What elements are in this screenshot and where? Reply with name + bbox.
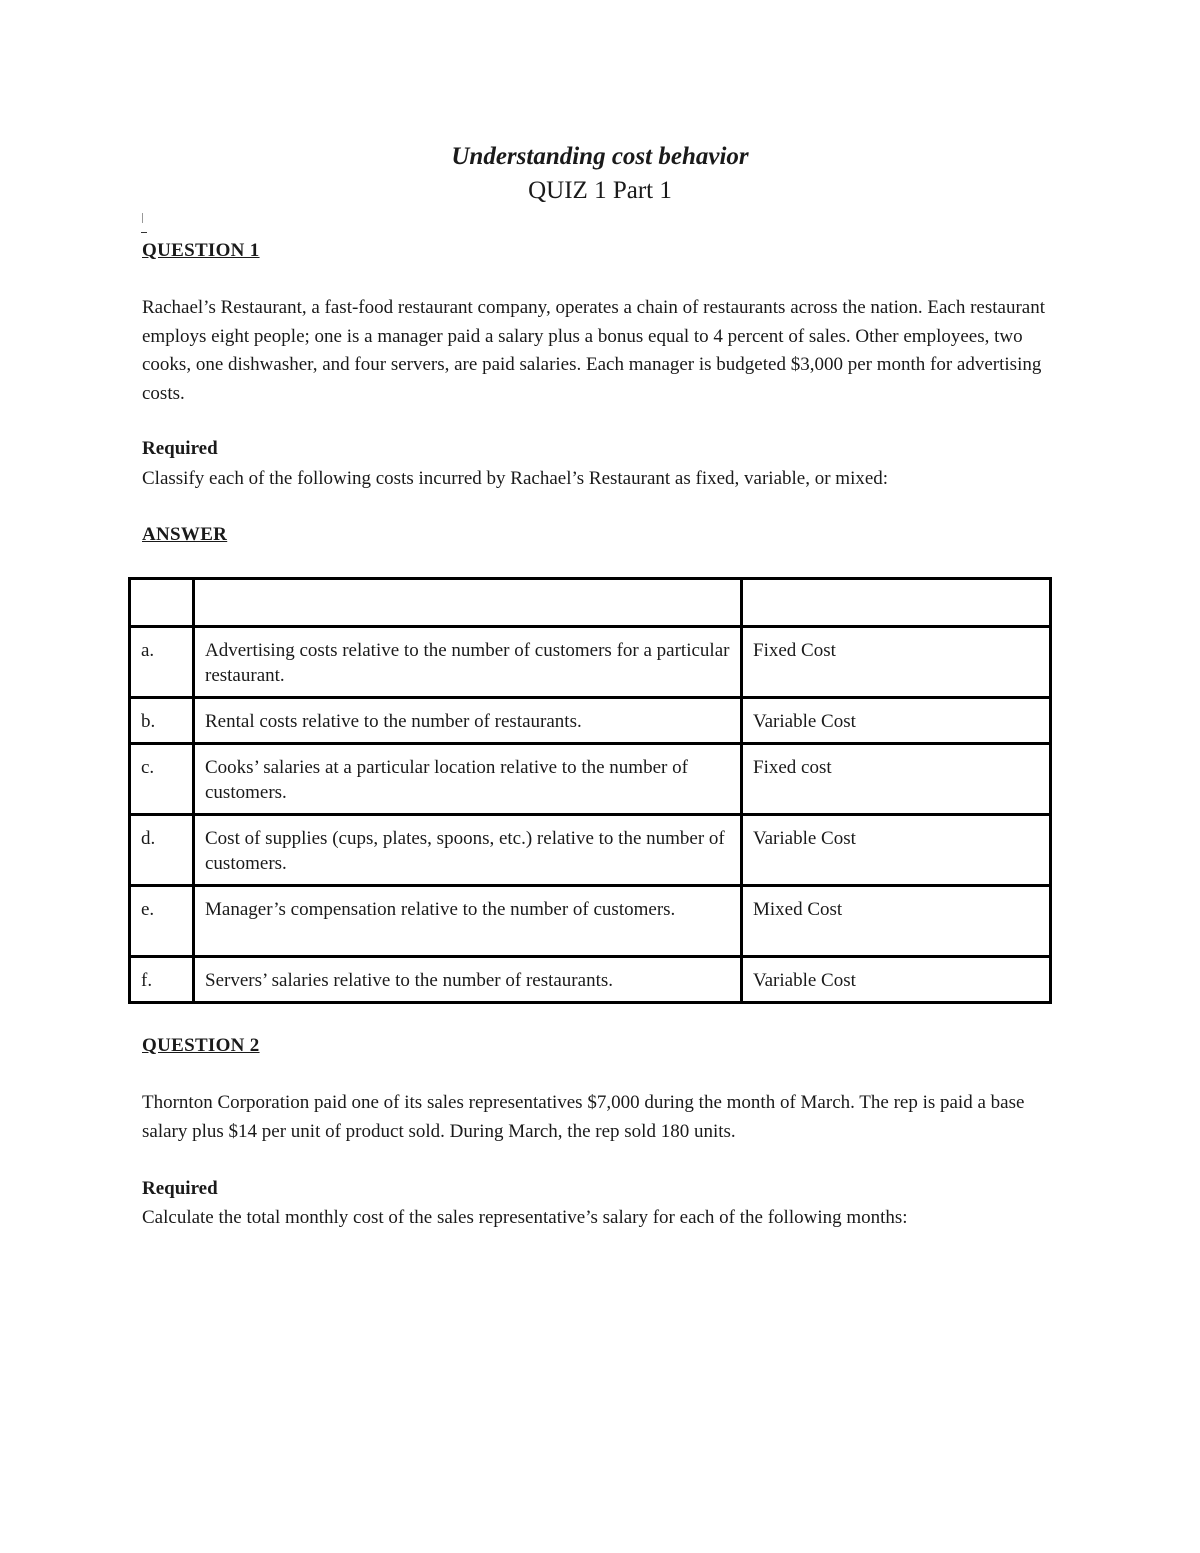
document-subtitle: QUIZ 1 Part 1 [528,177,672,204]
table-header-row [130,579,1051,627]
row-letter: c. [130,744,194,815]
table-row [130,627,1051,698]
row-letter: b. [130,698,194,744]
table-header-cell [194,579,742,627]
row-description: Cost of supplies (cups, plates, spoons, etc.) relative to the number of customers. [194,815,742,886]
table-row [130,886,1051,957]
answer-heading: ANSWER [142,524,228,545]
table-header-cell [130,579,194,627]
cursor-mark [141,213,147,233]
answer-table [128,577,1052,1004]
question-2-heading: QUESTION 2 [142,1035,260,1056]
question-2-body: Thornton Corporation paid one of its sales representatives $7,000 during the month of March. The rep is paid a base salary plus $14 per unit of product sold. During March, the rep sold 180 units. [142,1092,1025,1142]
row-classification: Variable Cost [742,698,1051,744]
document-title: Understanding cost behavior [451,143,749,170]
row-description: Cooks’ salaries at a particular location relative to the number of customers. [194,744,742,815]
row-classification: Fixed cost [742,744,1051,815]
row-description: Servers’ salaries relative to the number of restaurants. [194,957,742,1003]
question-2-required-label: Required [142,1178,218,1199]
row-letter: e. [130,886,194,957]
row-description: Manager’s compensation relative to the number of customers. [194,886,742,957]
question-2-required-text: Calculate the total monthly cost of the sales representative’s salary for each of the following months: [142,1207,908,1228]
row-classification: Variable Cost [742,815,1051,886]
row-classification: Fixed Cost [742,627,1051,698]
question-1-required-text: Classify each of the following costs incurred by Rachael’s Restaurant as fixed, variable, or mixed: [142,468,889,489]
row-letter: f. [130,957,194,1003]
row-letter: a. [130,627,194,698]
question-1-required-label: Required [142,438,218,459]
table-row [130,698,1051,744]
row-description: Rental costs relative to the number of restaurants. [194,698,742,744]
question-1-body: Rachael’s Restaurant, a fast-food restaurant company, operates a chain of restaurants across the nation. Each restaurant employs eight people; one is a manager paid a salary plus a bonus equal to 4 percent of sales. Other employees, two cooks, one dishwasher, and four servers, are paid salaries. Each manager is budgeted $3,000 per month for advertising costs. [142,297,1046,404]
row-classification: Mixed Cost [742,886,1051,957]
table-row [130,957,1051,1003]
question-1-heading: QUESTION 1 [142,240,260,261]
row-classification: Variable Cost [742,957,1051,1003]
table-header-cell [742,579,1051,627]
table-row [130,744,1051,815]
row-description: Advertising costs relative to the number of customers for a particular restaurant. [194,627,742,698]
table-row [130,815,1051,886]
row-letter: d. [130,815,194,886]
